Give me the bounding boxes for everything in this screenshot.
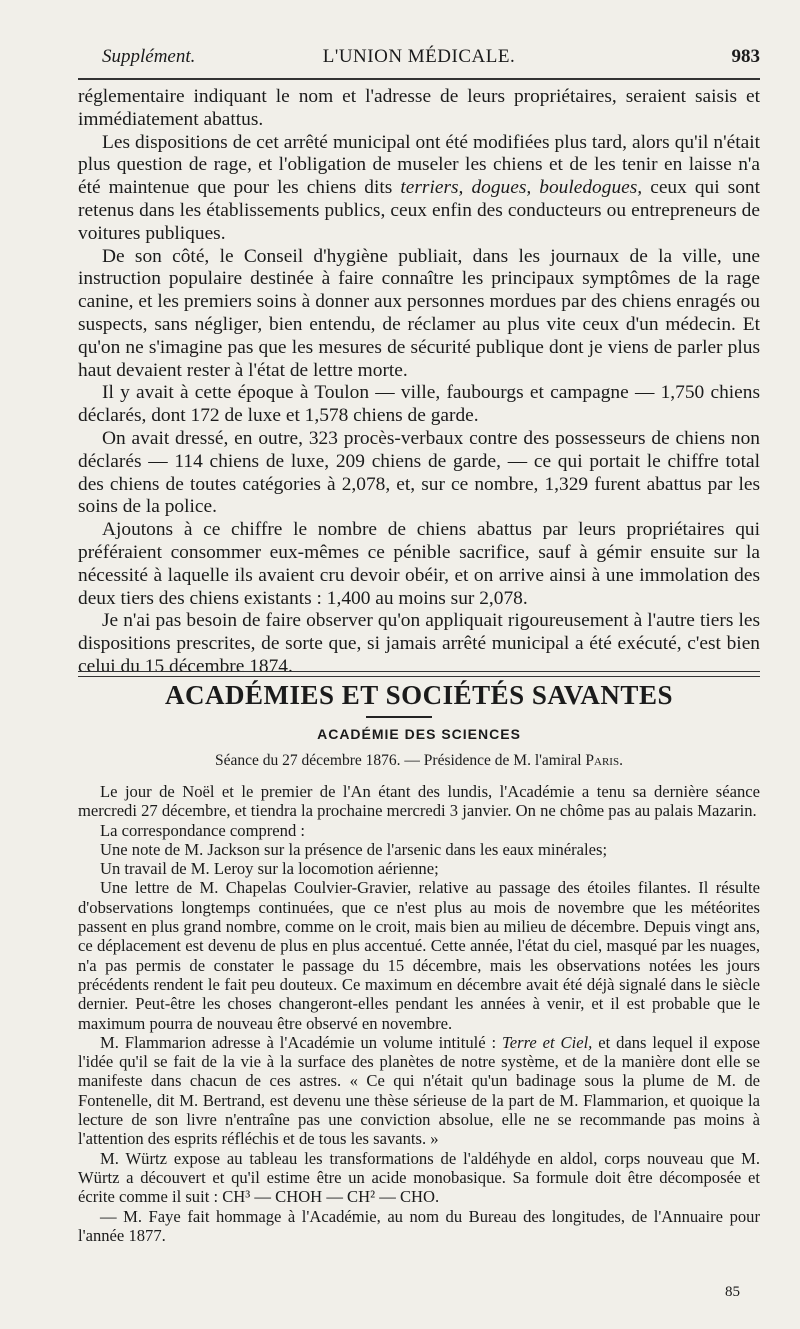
paragraph: Ajoutons à ce chiffre le nombre de chiens abattus par leurs propriétaires qui préféraient consommer eux-mêmes ce pénible sacrifice, sauf à gémir ensuite sur la nécessité à laquelle ils avaient cru devoir obéir, et on arrive ainsi à une immolation des deux tiers des chiens existants : 1,400 au moins sur 2,078. xyxy=(78,519,760,609)
signature-mark: 85 xyxy=(725,1284,740,1300)
paragraph: On avait dressé, en outre, 323 procès-verbaux contre des possesseurs de chiens non déclarés — 114 chiens de luxe, 209 chiens de garde, — ce qui portait le chiffre total des chiens de toutes catégories à 2,078, et, sur ce nombre, 1,329 furent abattus par les soins de la police. xyxy=(78,427,760,518)
section-title: ACADÉMIES ET SOCIÉTÉS SAVANTES xyxy=(165,680,673,710)
paragraph: Un travail de M. Leroy sur la locomotion aérienne; xyxy=(100,859,439,879)
session-line xyxy=(78,752,760,770)
paragraph: La correspondance comprend : xyxy=(100,820,306,840)
journal-title: L'UNION MÉDICALE. xyxy=(322,46,516,67)
running-head-section: Supplément. xyxy=(102,46,196,67)
title-rule xyxy=(366,716,432,718)
paragraph-text: et dans lequel il expose l'idée qu'il se fait de la vie à la surface des planètes de notre système, et de la manière dont elle se manifeste dans chacun de ces astres. « Ce qui n'était qu'un badinage sous la plume de M. de Fontenelle, dit M. Bertrand, est devenu une thèse sérieuse de la part de M. Flammarion, et quoique la lecture de son livre n'entraîne pas une conviction absolue, elle ne se recommande pas moins à l'attention des esprits réfléchis et de tous les savants. » xyxy=(78,1032,761,1149)
section-divider xyxy=(78,671,760,672)
paragraph xyxy=(78,1033,760,1149)
page-number: 983 xyxy=(731,46,760,67)
paragraph: réglementaire indiquant le nom et l'adresse de leurs propriétaires, seraient saisis et immédiatement abattus. xyxy=(78,86,760,130)
paragraph xyxy=(78,132,760,246)
paragraph: M. Würtz expose au tableau les transformations de l'aldéhyde en aldol, corps nouveau que M. Würtz a découvert et qu'il estime être un acide monobasique. Sa formule doit être décomposée et écrite comme il suit : CH³ — CHOH — CH² — CHO. xyxy=(78,1148,760,1207)
subsection-title: ACADÉMIE DES SCIENCES xyxy=(317,726,521,742)
running-head xyxy=(78,40,760,74)
paragraph: De son côté, le Conseil d'hygiène publiait, dans les journaux de la ville, une instruction populaire destinée à faire connaître les principaux symptômes de la rage canine, et les premiers soins à donner aux personnes mordues par des chiens enragés ou suspects, sans négliger, bien entendu, de réclamer au plus vite ceux d'un médecin. Et qu'on ne s'imagine pas que les mesures de sécurité publique dont je viens de parler plus haut devaient rester à l'état de lettre morte. xyxy=(78,245,760,381)
section-divider xyxy=(78,676,760,677)
paragraph-text: Les dispositions de cet arrêté municipal ont été modifiées plus tard, alors qu'il n'était plus question de rage, et l'obligation de museler les chiens et de les tenir en laisse n'a été maintenue que pour les chiens dits xyxy=(78,131,760,199)
dog-breeds-italic: terriers, dogues, bouledogues, xyxy=(400,177,643,199)
paragraph: Je n'ai pas besoin de faire observer qu'on appliquait rigoureusement à l'autre tiers les dispositions prescrites, de sorte que, si jamais arrêté municipal a été exécuté, c'est bien celui du 15 décembre 1874. xyxy=(78,610,760,677)
session-date: Séance du 27 décembre 1876. — Présidence de M. l'amiral xyxy=(215,752,586,769)
header-rule xyxy=(78,78,760,80)
paragraph-text: M. Flammarion adresse à l'Académie un volume intitulé : xyxy=(100,1032,503,1052)
paragraph-text: ceux qui sont retenus dans les établissements publics, ceux enfin des conducteurs ou entrepreneurs de voitures publiques. xyxy=(78,177,761,244)
session-suffix: . xyxy=(619,752,623,769)
president-name: Paris xyxy=(585,752,620,769)
paragraph: — M. Faye fait hommage à l'Académie, au nom du Bureau des longitudes, de l'Annuaire pour l'année 1877. xyxy=(78,1206,760,1245)
article-continuation xyxy=(78,86,760,679)
paragraph: Une note de M. Jackson sur la présence de l'arsenic dans les eaux minérales; xyxy=(100,839,608,859)
paragraph: Le jour de Noël et le premier de l'An étant des lundis, l'Académie a tenu sa dernière séance mercredi 27 décembre, et tiendra la prochaine mercredi 3 janvier. On ne chôme pas au palais Mazarin. xyxy=(78,782,760,821)
paragraph: Une lettre de M. Chapelas Coulvier-Gravier, relative au passage des étoiles filantes. Il résulte d'observations longtemps continuées, que ce n'est plus au mois de novembre que les météorites passent en plus grand nombre, comme on le croit, mais bien au milieu de décembre. Depuis vingt ans, ce déplacement est devenu de plus en plus accentué. Cette année, l'état du ciel, masqué par les nuages, n'a pas permis de constater le passage du 15 décembre, mais les observations notées les jours précédents rendent le fait peu douteux. Ce maximum en décembre avait été déjà signalé dans le siècle dernier. Peut-être les choses changeront-elles pendant les années à venir, et il est probable que le maximum pourra de nouveau être observé en novembre. xyxy=(78,878,760,1033)
paragraph: Il y avait à cette époque à Toulon — ville, faubourgs et campagne — 1,750 chiens déclarés, dont 172 de luxe et 1,578 chiens de garde. xyxy=(78,382,760,427)
academy-report xyxy=(78,782,760,1245)
book-title-italic: Terre et Ciel, xyxy=(502,1032,593,1052)
